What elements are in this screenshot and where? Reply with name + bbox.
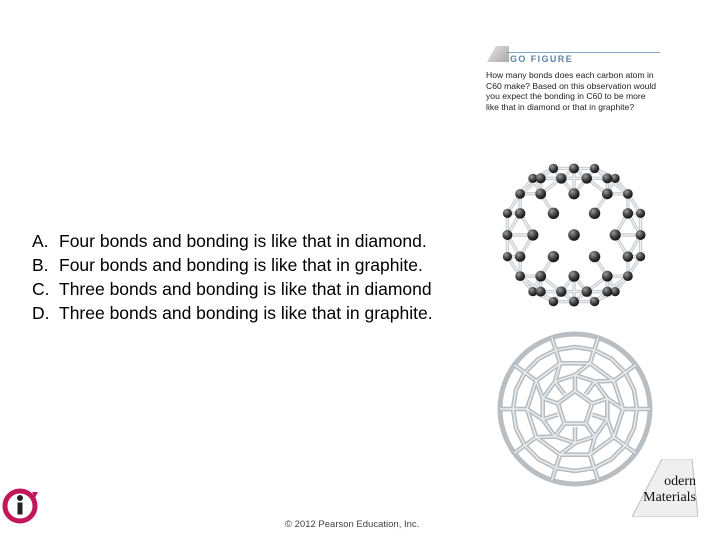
go-figure-panel <box>484 46 660 112</box>
c60-atom <box>602 188 613 199</box>
choice-a[interactable] <box>32 229 433 253</box>
c60-atom <box>569 297 579 307</box>
badge-line-1: odern <box>664 474 696 489</box>
c60-atom <box>589 208 600 219</box>
c60-atom <box>610 229 621 240</box>
c60-atom <box>623 271 633 281</box>
c60-stick <box>555 424 564 437</box>
c60-ball-and-stick-image <box>494 155 654 315</box>
c60-stick <box>525 437 536 445</box>
choice-letter: B. <box>32 255 49 275</box>
go-figure-question: How many bonds does each carbon atom in C60 make? Based on this observation would you expect the bonding in C60 to be more like that in diamond or that in graphite? <box>486 70 657 112</box>
copyright-footer: © 2012 Pearson Education, Inc. <box>285 519 420 530</box>
c60-stick <box>614 373 625 381</box>
c60-stick-ring <box>558 391 592 424</box>
c60-atom <box>515 208 526 219</box>
c60-atom <box>536 287 546 297</box>
c60-atom <box>602 271 613 282</box>
choice-text: Three bonds and bonding is like that in diamond <box>59 279 432 299</box>
go-figure-title: GO FIGURE <box>510 54 574 64</box>
c60-atom <box>568 188 579 199</box>
c60-atom <box>548 208 559 219</box>
answer-choices <box>32 229 433 325</box>
c60-atom <box>636 209 645 218</box>
choice-letter: D. <box>32 303 50 323</box>
choice-text: Four bonds and bonding is like that in diamond. <box>59 231 427 251</box>
c60-atom <box>515 271 525 281</box>
c60-atom <box>581 286 592 297</box>
c60-atom <box>515 251 526 262</box>
c60-stick <box>595 381 614 382</box>
choice-text: Four bonds and bonding is like that in graphite. <box>59 255 423 275</box>
info-logo-icon[interactable] <box>2 488 38 524</box>
c60-atom <box>636 230 646 240</box>
c60-atom <box>527 229 538 240</box>
c60-atom <box>602 287 612 297</box>
c60-atom <box>535 271 546 282</box>
go-figure-tab <box>487 46 509 62</box>
c60-stick <box>586 424 595 437</box>
c60-atom <box>589 251 600 262</box>
c60-atom <box>503 252 512 261</box>
chapter-badge <box>640 474 696 506</box>
choice-letter: C. <box>32 279 50 299</box>
c60-atom <box>502 230 512 240</box>
go-figure-header <box>484 46 660 64</box>
choice-text: Three bonds and bonding is like that in graphite. <box>59 303 433 323</box>
c60-atom <box>568 271 579 282</box>
c60-atom <box>568 229 580 241</box>
go-figure-rule <box>506 52 660 53</box>
c60-atom <box>623 251 634 262</box>
c60-atom <box>549 164 558 173</box>
c60-atom <box>556 173 567 184</box>
choice-b[interactable] <box>32 253 433 277</box>
c60-atom <box>636 252 645 261</box>
c60-atom <box>503 209 512 218</box>
c60-atom <box>515 189 525 199</box>
c60-stick <box>536 437 555 438</box>
c60-atom <box>536 173 546 183</box>
c60-atom <box>569 163 579 173</box>
c60-atom <box>548 251 559 262</box>
c60-atom <box>549 297 558 306</box>
choice-c[interactable] <box>32 277 433 301</box>
c60-atom <box>581 173 592 184</box>
c60-stick <box>614 437 625 445</box>
c60-atom <box>623 189 633 199</box>
choice-d[interactable] <box>32 301 433 325</box>
c60-atom <box>623 208 634 219</box>
choice-letter: A. <box>32 231 49 251</box>
c60-atom <box>535 188 546 199</box>
c60-stick <box>555 381 564 394</box>
c60-atom <box>590 297 599 306</box>
c60-atom <box>590 164 599 173</box>
c60-atom <box>602 173 612 183</box>
c60-stick <box>586 381 595 394</box>
badge-line-2: Materials <box>643 490 696 505</box>
c60-stick <box>525 373 536 381</box>
c60-atom <box>556 286 567 297</box>
